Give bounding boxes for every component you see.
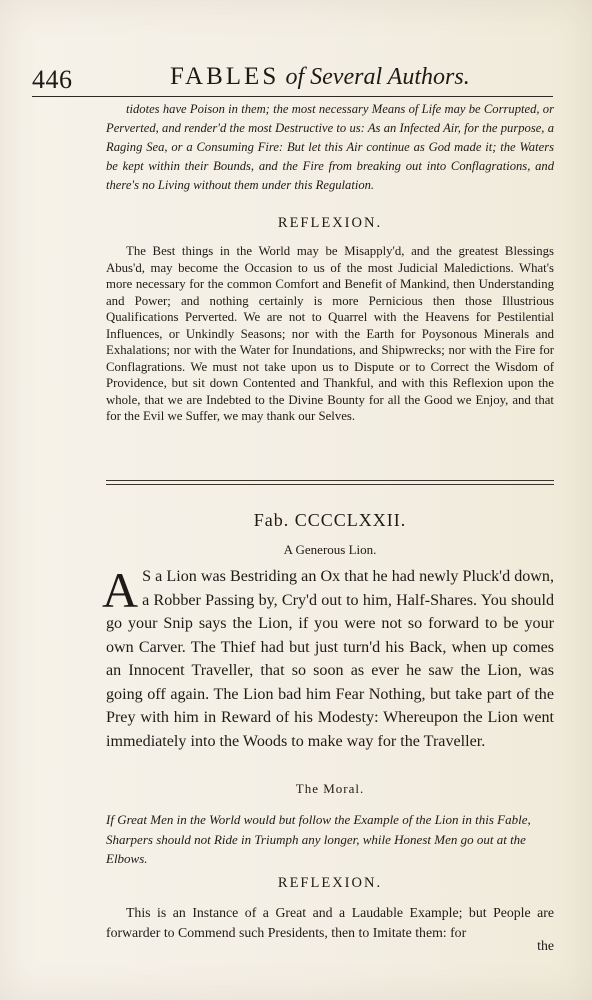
page-header — [32, 62, 564, 98]
running-head — [170, 63, 470, 91]
moral-paragraph: If Great Men in the World would but follow the Example of the Lion in this Fable, Sharpers should not Ride in Triumph any longer, while Honest Men go out at the Elbows. — [106, 812, 531, 866]
page-number: 446 — [32, 65, 73, 94]
fable-number: Fab. CCCCLXXII. — [253, 510, 407, 530]
moral-heading: The Moral. — [295, 781, 365, 796]
section-divider — [106, 480, 554, 485]
catchword: the — [537, 938, 554, 953]
fable-title: A Generous Lion. — [283, 542, 377, 557]
reflexion-paragraph: The Best things in the World may be Misapply'd, and the greatest Blessings Abus'd, may become the Occasion to us of the most Judicial Maledictions. What's more necessary for the common Comfort and Benefit of Mankind, then Understanding and Power; and nothing certainly is more Pernicious then those Illustrious Qualifications Perverted. We are not to Quarrel with the Heavens for Pestilential Influences, or Unkindly Seasons; nor with the Earth for Poysonous Minerals and Exhalations; nor with the Water for Inundations, and Shipwrecks; nor with the Fire for Conflagrations. We must not take upon us to Dispute or to Correct the Wisdom of Providence, but sit down Contented and Thankful, and with this Reflexion upon the whole, that we are Indebted to the Divine Bounty for all the Good we Enjoy, and that for the Evil we Suffer, we may thank our Selves. — [106, 244, 554, 423]
running-head-caps: FABLES — [170, 63, 280, 90]
second-reflexion-heading: REFLEXION. — [277, 875, 383, 891]
reflexion-heading: REFLEXION. — [277, 215, 383, 231]
running-head-italic: of Several Authors. — [285, 64, 470, 90]
intro-paragraph: tidotes have Poison in them; the most necessary Means of Life may be Corrupted, or Perverted, and render'd the most Destructive to us: As an Infected Air, for the purpose, a Raging Sea, or a Consuming Fire: But let this Air continue as God made it; the Waters be kept within their Bounds, and the Fire from breaking out into Conflagrations, and there's no Living without them under this Regulation. — [106, 102, 554, 192]
second-reflexion-paragraph: This is an Instance of a Great and a Laudable Example; but People are forwarder to Commend such Presidents, then to Imitate them: for — [106, 905, 554, 940]
fable-text — [102, 562, 554, 753]
drop-cap: A — [102, 562, 139, 618]
fable-body: S a Lion was Bestriding an Ox that he had newly Pluck'd down, a Robber Passing by, Cry'd out to him, Half-Shares. You should go your Snip says the Lion, if you were not so forward to be your own Carver. The Thief had but just turn'd his Back, when up comes an Innocent Traveller, that so soon as ever he saw the Lion, was going off again. The Lion bad him Fear Nothing, but take part of the Prey with him in Reward of his Modesty: Whereupon the Lion went immediately into the Woods to make way for the Traveller. — [106, 568, 554, 750]
header-rule — [32, 96, 553, 97]
